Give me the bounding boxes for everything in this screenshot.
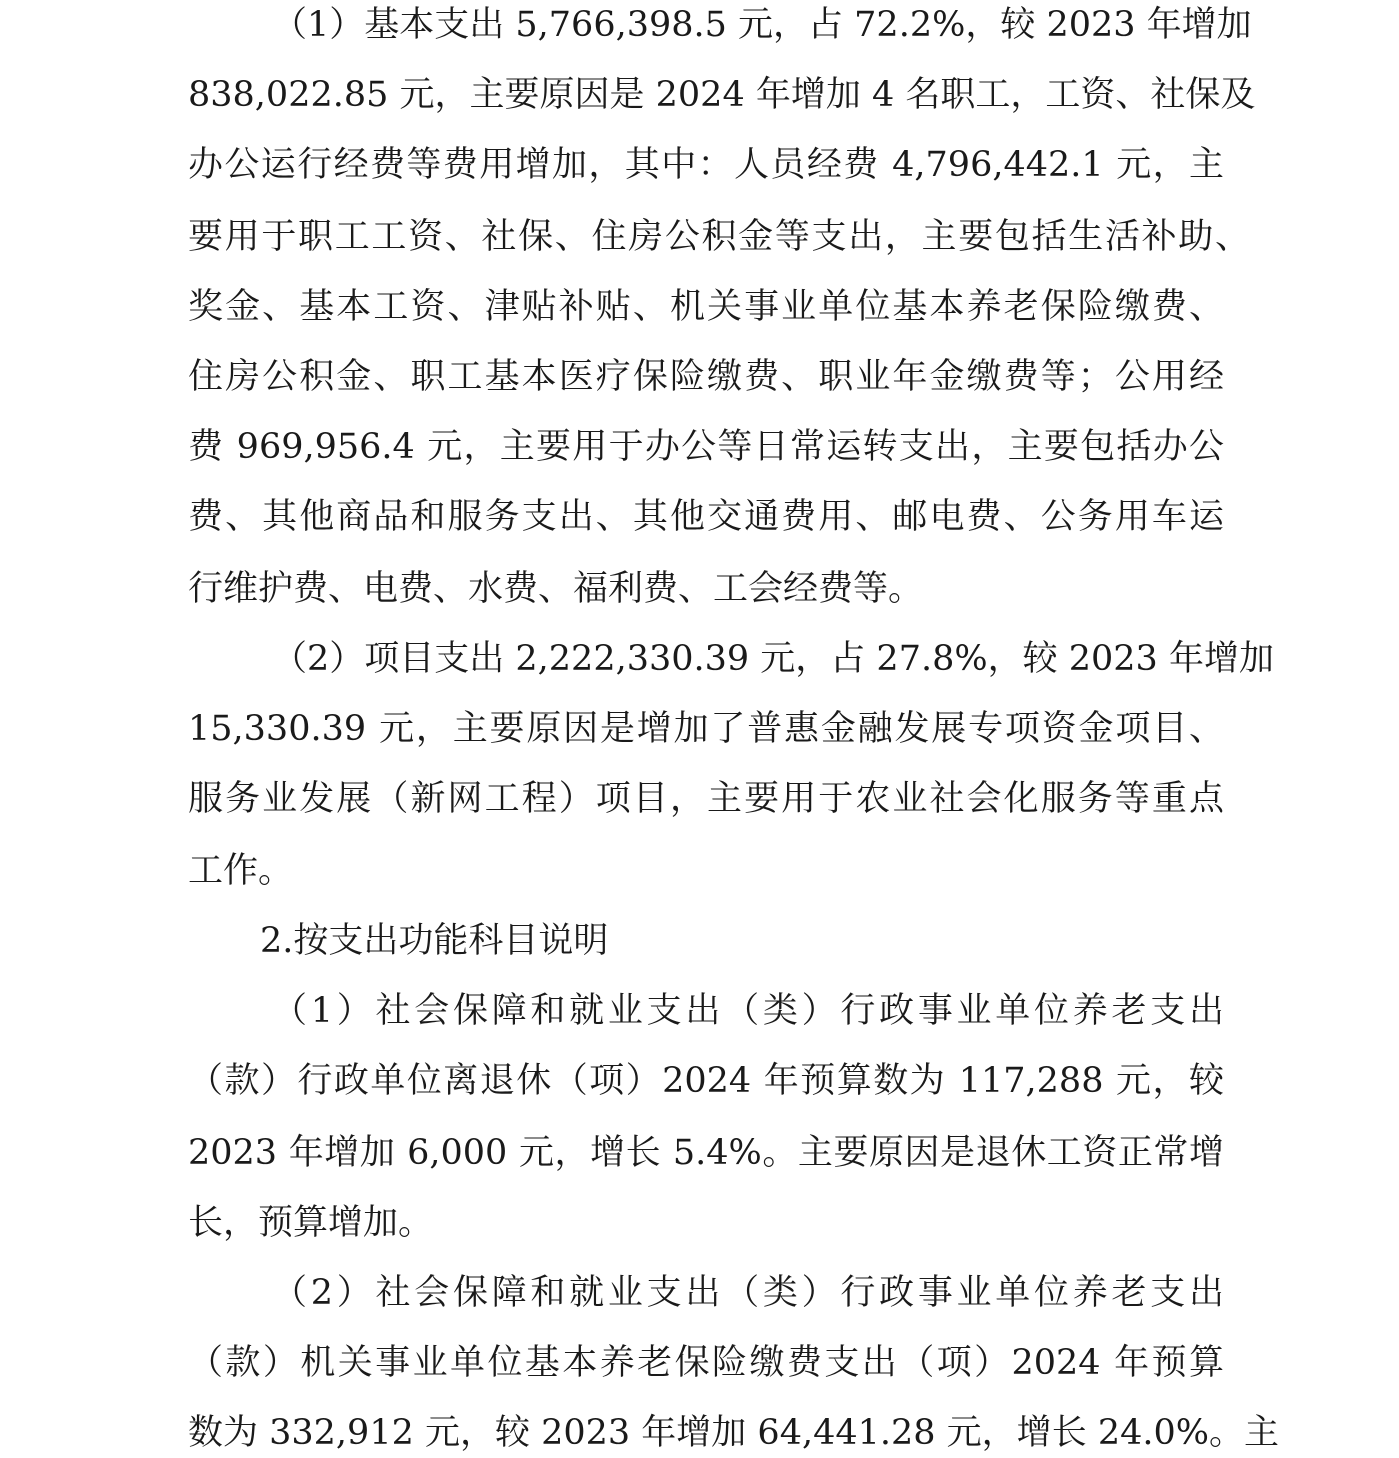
paragraph-basic-expenditure-line-9: 行维护费、电费、水费、福利费、工会经费等。 [188,569,924,609]
paragraph-basic-expenditure-line-7: 费 969,956.4 元，主要用于办公等日常运转支出，主要包括办公 [188,427,1224,467]
paragraph-basic-expenditure-line-3: 办公运行经费等费用增加，其中：人员经费 4,796,442.1 元，主 [188,145,1224,185]
paragraph-retirement-line-1: （1）社会保障和就业支出（类）行政事业单位养老支出 [272,991,1224,1031]
paragraph-basic-expenditure-line-4: 要用于职工工资、社保、住房公积金等支出，主要包括生活补助、 [188,217,1250,257]
paragraph-project-expenditure-line-2: 15,330.39 元，主要原因是增加了普惠金融发展专项资金项目、 [188,709,1224,749]
paragraph-project-expenditure-line-3: 服务业发展（新网工程）项目，主要用于农业社会化服务等重点 [188,779,1224,819]
paragraph-pension-insurance-line-3: 数为 332,912 元，较 2023 年增加 64,441.28 元，增长 24.0%。主 [188,1413,1279,1453]
paragraph-project-expenditure-line-4: 工作。 [188,851,294,891]
section-heading: 2.按支出功能科目说明 [260,921,609,961]
paragraph-basic-expenditure-line-1: （1）基本支出 5,766,398.5 元，占 72.2%，较 2023 年增加 [272,5,1252,45]
paragraph-retirement-line-4: 长，预算增加。 [188,1203,434,1243]
paragraph-basic-expenditure-line-8: 费、其他商品和服务支出、其他交通费用、邮电费、公务用车运 [188,497,1224,537]
paragraph-pension-insurance-line-1: （2）社会保障和就业支出（类）行政事业单位养老支出 [272,1273,1224,1313]
paragraph-retirement-line-2: （款）行政单位离退休（项）2024 年预算数为 117,288 元，较 [188,1061,1224,1101]
paragraph-basic-expenditure-line-6: 住房公积金、职工基本医疗保险缴费、职业年金缴费等；公用经 [188,357,1224,397]
paragraph-retirement-line-3: 2023 年增加 6,000 元，增长 5.4%。主要原因是退休工资正常增 [188,1133,1224,1173]
paragraph-basic-expenditure-line-2: 838,022.85 元，主要原因是 2024 年增加 4 名职工，工资、社保及 [188,75,1256,115]
paragraph-pension-insurance-line-2: （款）机关事业单位基本养老保险缴费支出（项）2024 年预算 [188,1343,1224,1383]
paragraph-basic-expenditure-line-5: 奖金、基本工资、津贴补贴、机关事业单位基本养老保险缴费、 [188,287,1224,327]
paragraph-project-expenditure-line-1: （2）项目支出 2,222,330.39 元，占 27.8%，较 2023 年增加 [272,639,1274,679]
